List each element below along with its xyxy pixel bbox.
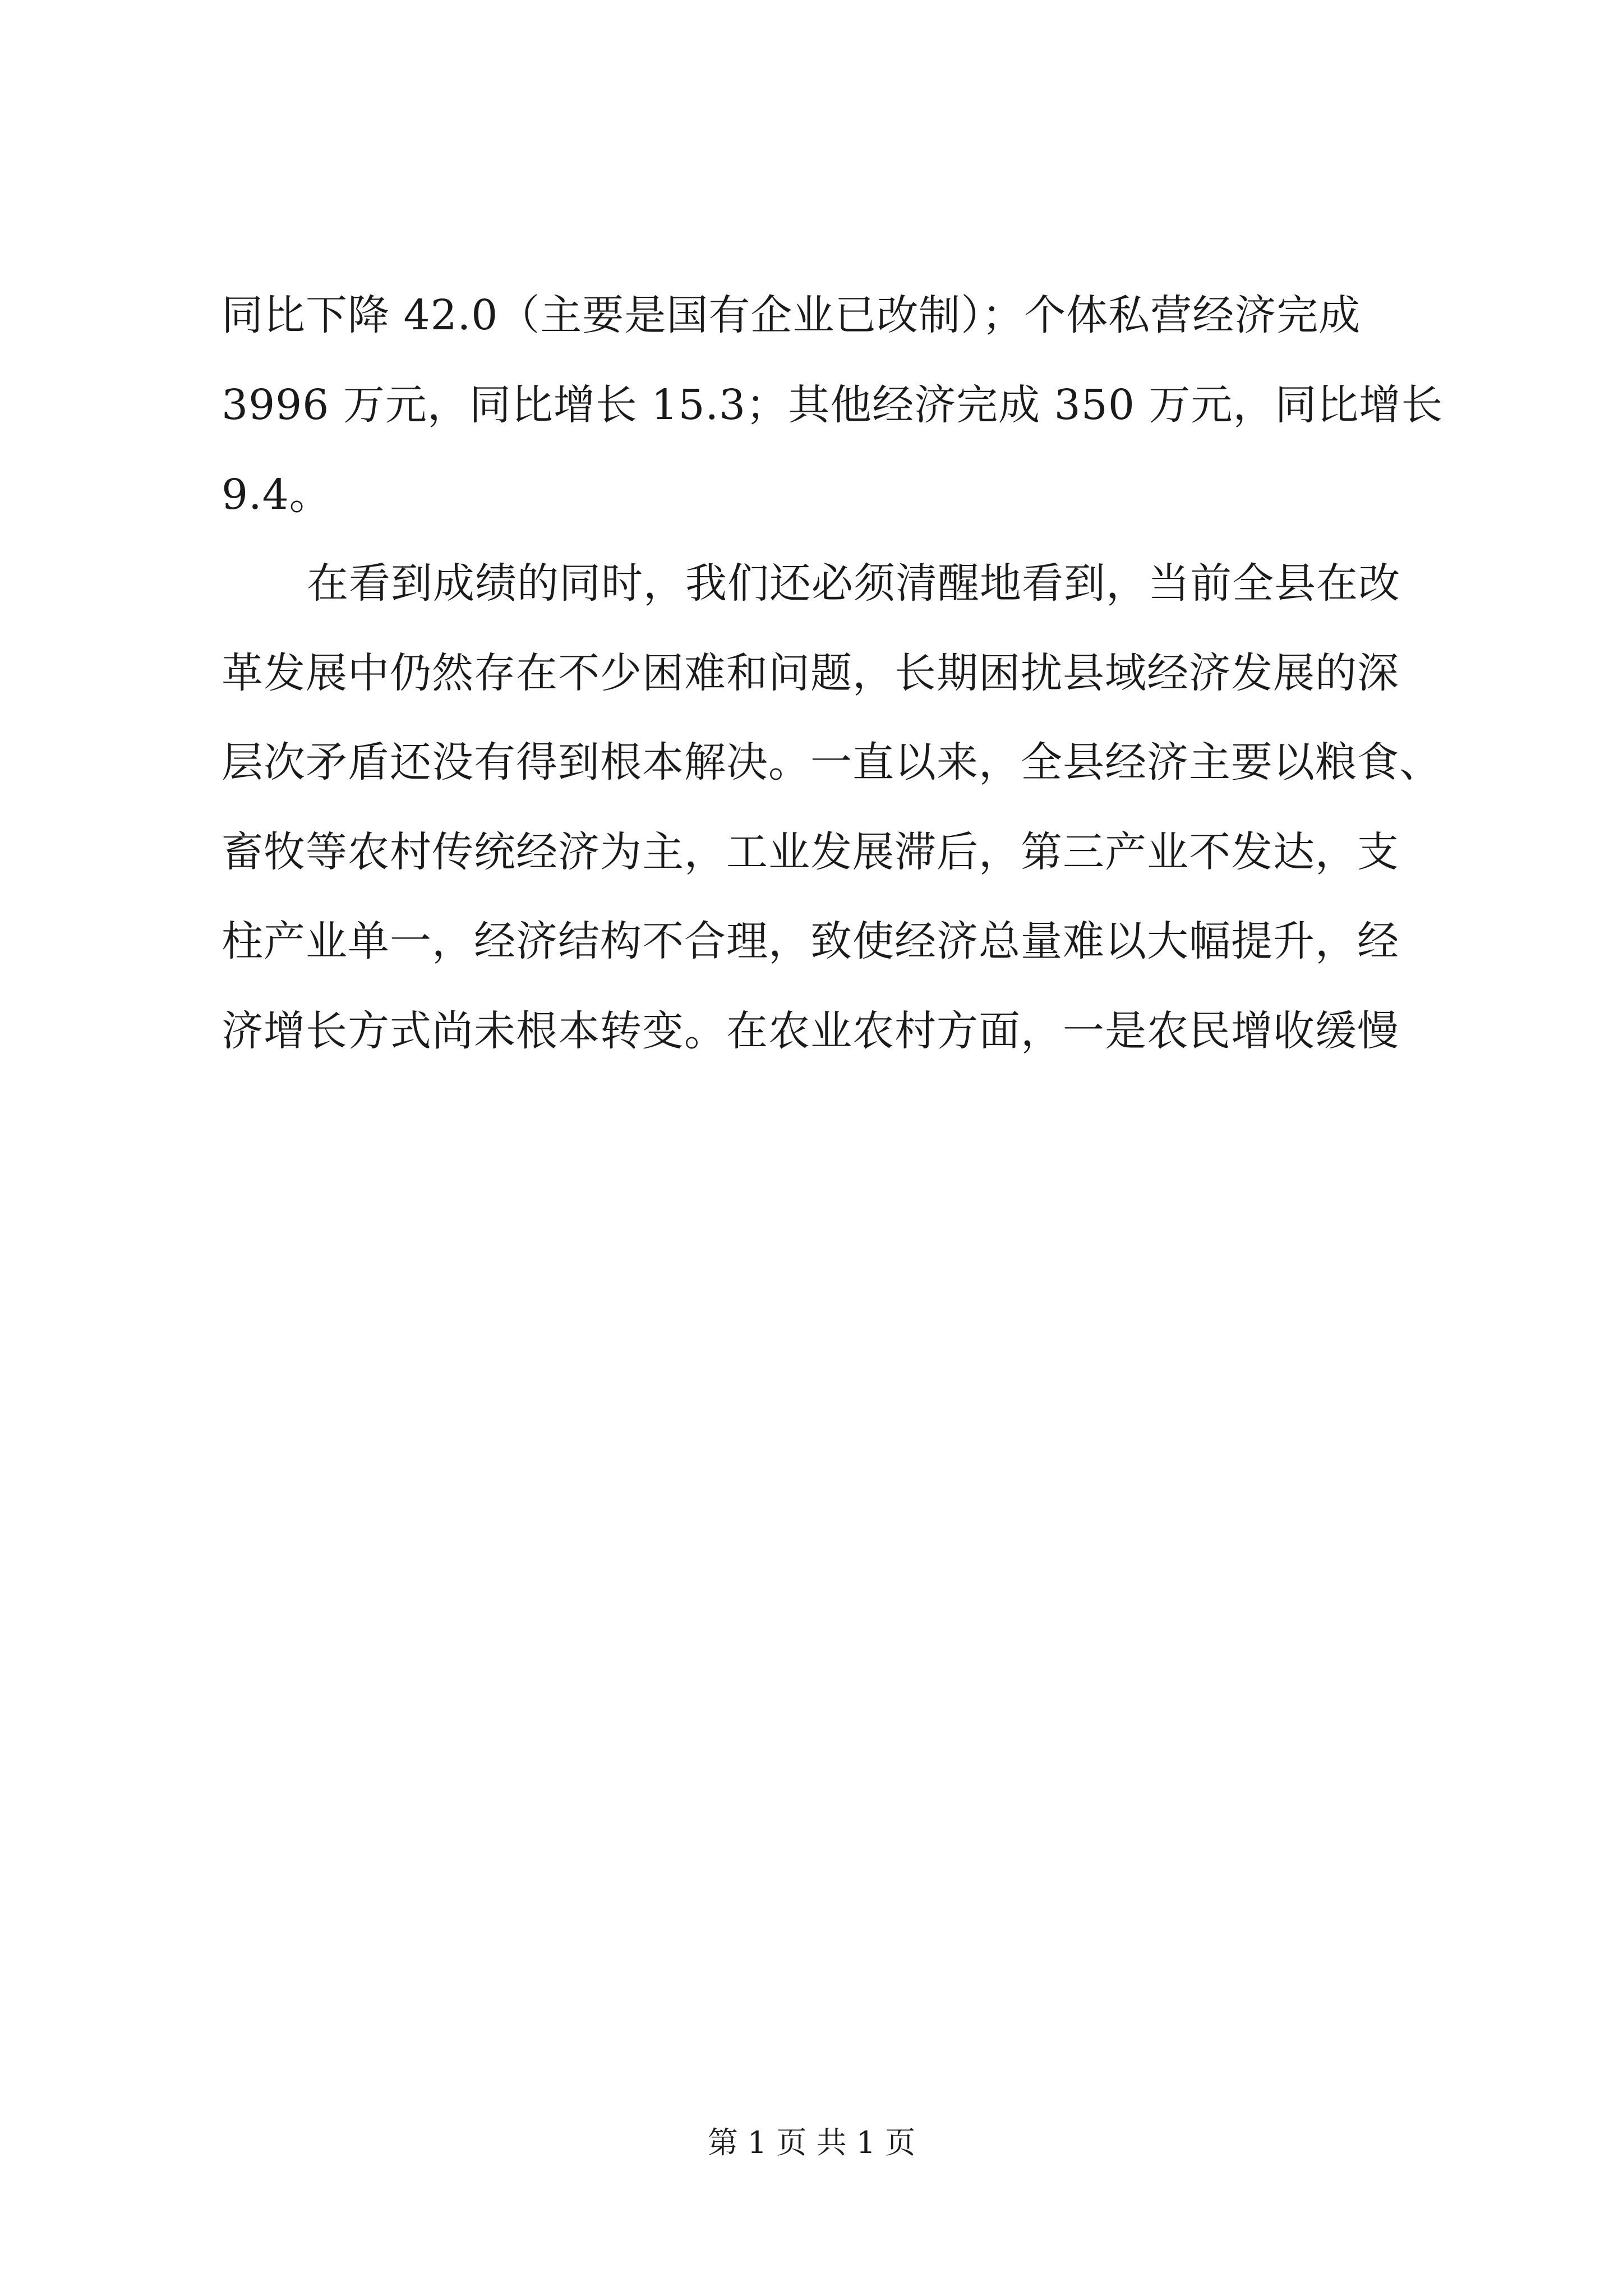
text-line-1: 同比下降 42.0（主要是国有企业已改制）；个体私营经济完成 [222, 291, 1361, 339]
page-footer: 第 1 页 共 1 页 [707, 2125, 916, 2160]
text-line-3: 9.4。 [222, 471, 331, 519]
text-line-2: 3996 万元，同比增长 15.3；其他经济完成 350 万元，同比增长 [222, 381, 1444, 429]
text-line-9: 济增长方式尚未根本转变。在农业农村方面，一是农民增收缓慢 [222, 1007, 1399, 1055]
text-line-5: 革发展中仍然存在不少困难和问题，长期困扰县域经济发展的深 [222, 649, 1399, 697]
text-line-6: 层次矛盾还没有得到根本解决。一直以来，全县经济主要以粮食、 [222, 738, 1441, 786]
text-line-8: 柱产业单一，经济结构不合理，致使经济总量难以大幅提升，经 [222, 917, 1399, 965]
text-line-7: 畜牧等农村传统经济为主，工业发展滞后，第三产业不发达，支 [222, 828, 1399, 876]
text-line-4-paragraph-start: 在看到成绩的同时，我们还必须清醒地看到，当前全县在改 [307, 559, 1400, 608]
